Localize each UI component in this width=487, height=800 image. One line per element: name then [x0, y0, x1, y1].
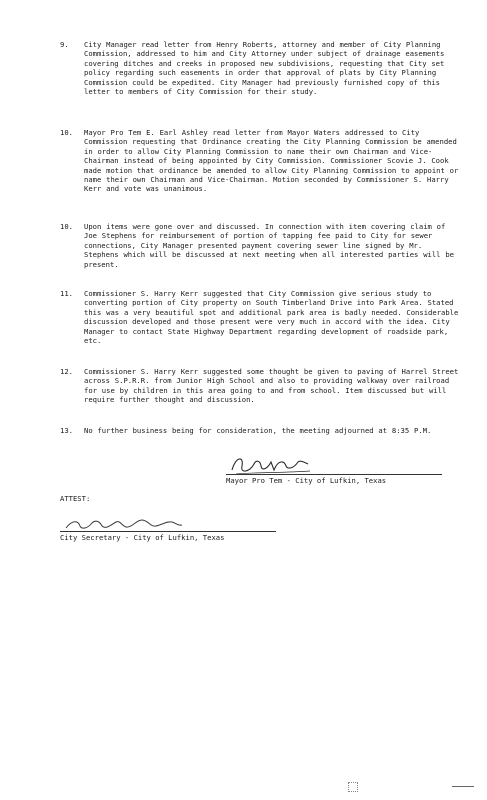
item-number: 13. [60, 426, 73, 435]
item-number: 11. [60, 289, 73, 298]
item-number: 10. [60, 128, 73, 137]
secretary-signature-line [60, 531, 276, 532]
item-number: 9. [60, 40, 69, 49]
item-text: Commissioner S. Harry Kerr suggested some thought be given to paving of Harrel Street across S.P.R.R. from Junior High School and also to providing walkway over railroad for use by children in this area going to and from school. Item discussed but will require further thought and discussion. [84, 367, 459, 405]
mayor-signature-caption: Mayor Pro Tem - City of Lufkin, Texas [226, 476, 387, 485]
page-mark [348, 782, 358, 792]
item-text: No further business being for consideration, the meeting adjourned at 8:35 P.M. [84, 426, 432, 435]
corner-mark [452, 786, 474, 790]
item-number: 12. [60, 367, 73, 376]
item-text: Commissioner S. Harry Kerr suggested that City Commission give serious study to converting portion of City property on South Timberland Drive into Park Area. Stated this was a very beautiful spot and additional park area is badly needed. Considerable discussion developed and those present were very much in accord with the idea. City Manager to contact State Highway Department regarding development of roadside park, etc. [84, 289, 459, 346]
item-number: 10. [60, 222, 73, 231]
attest-label: ATTEST: [60, 494, 91, 503]
item-text: Mayor Pro Tem E. Earl Ashley read letter from Mayor Waters addressed to City Commission requesting that Ordinance creating the City Planning Commission be amended in order to allow City Planning Commission to name their own Chairman and Vice-Chairman instead of being appointed by City Commission. Commissioner Scovie J. Cook made motion that ordinance be amended to allow City Planning Commission to appoint or name their own Chairman and Vice-Chairman. Motion seconded by Commissioner S. Harry Kerr and vote was unanimous. [84, 128, 459, 194]
item-text: City Manager read letter from Henry Roberts, attorney and member of City Planning Commission, addressed to him and City Attorney under subject of drainage easements covering ditches and creeks in proposed new subdivisions, requesting that City set policy regarding such easements in order that approval of plats by City Planning Commission could be expedited. City Manager had previously furnished copy of this letter to members of City Commission for their study. [84, 40, 445, 97]
secretary-signature-caption: City Secretary - City of Lufkin, Texas [60, 533, 225, 542]
mayor-signature-line [226, 474, 442, 475]
item-text: Upon items were gone over and discussed. In connection with item covering claim of Joe Stephens for reimbursement of portion of tapping fee paid to City for sewer connections, City Manager presented payment covering sewer line signed by Mr. Stephens which will be discussed at next meeting when all interested parties will be present. [84, 222, 454, 269]
